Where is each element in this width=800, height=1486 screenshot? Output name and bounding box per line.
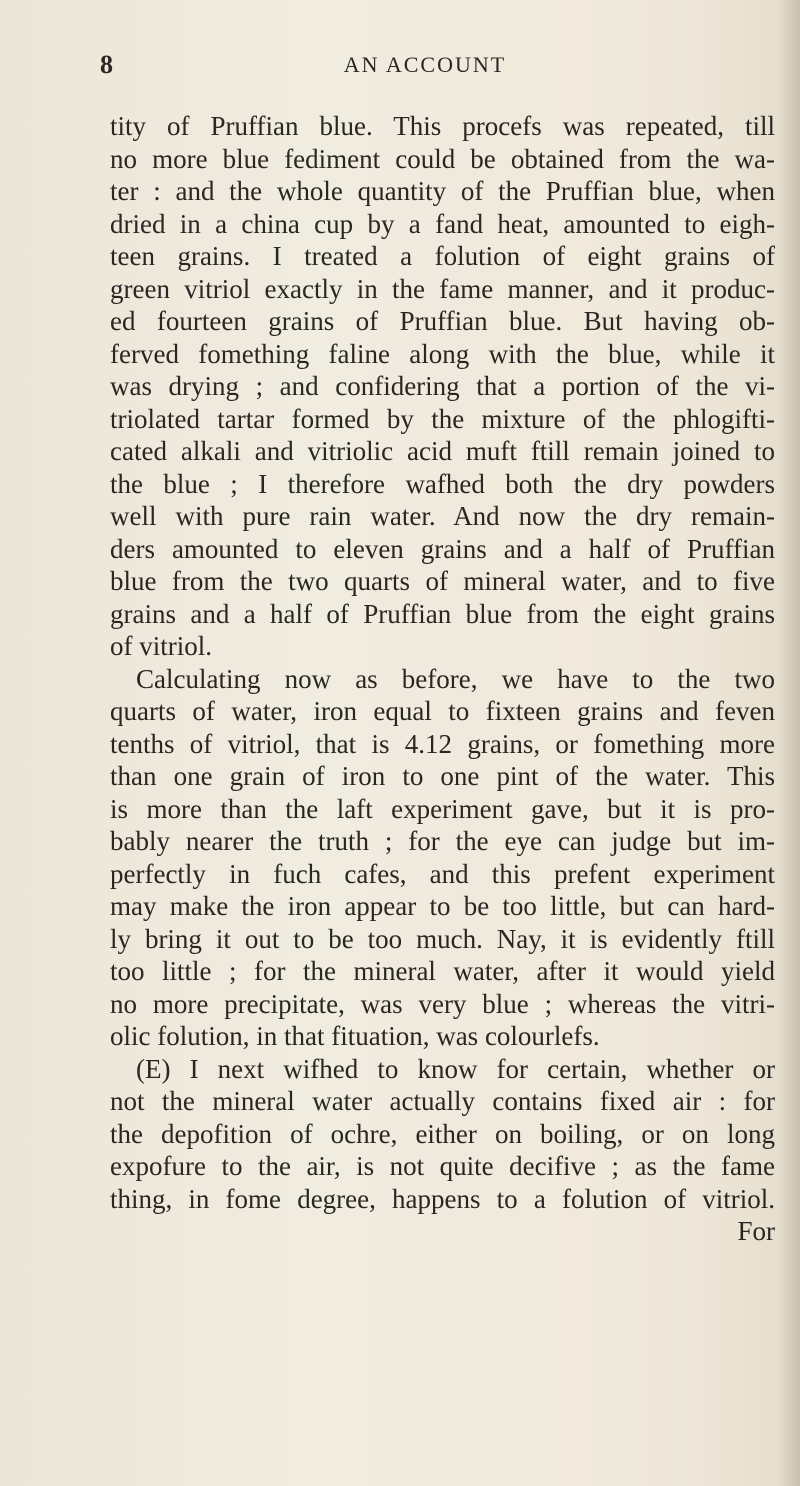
text-line: triolated tartar formed by the mixture of the phlogifti- xyxy=(110,403,775,434)
text-line: dried in a china cup by a fand heat, amounted to eigh- xyxy=(110,208,775,239)
text-line: than one grain of iron to one pint of the water. This xyxy=(110,761,775,791)
text-line: ter : and the whole quantity of the Pruffian blue, when xyxy=(110,176,775,206)
text-line: ferved fomething faline along with the blue, while it xyxy=(110,338,775,369)
text-line: ly bring it out to be too much. Nay, it is evidently ftill xyxy=(110,923,775,954)
text-line: blue from the two quarts of mineral water, and to five xyxy=(110,566,775,596)
text-line: no more precipitate, was very blue ; whereas the vitri- xyxy=(110,988,775,1019)
text-line: ed fourteen grains of Pruffian blue. But having ob- xyxy=(110,306,775,336)
page-edge-shadow xyxy=(778,0,800,1486)
paragraph-start-line: (E) I next wifhed to know for certain, whether or xyxy=(136,1053,775,1084)
text-line: was drying ; and confidering that a portion of the vi- xyxy=(110,371,775,401)
paragraph-start-line: Calculating now as before, we have to the two xyxy=(136,663,775,694)
text-line: of vitriol. xyxy=(110,631,212,661)
text-line: olic folution, in that fituation, was colourlefs. xyxy=(110,1021,600,1051)
text-line: bably nearer the truth ; for the eye can judge but im- xyxy=(110,826,775,856)
catchword: For xyxy=(737,1216,775,1246)
text-line: the blue ; I therefore wafhed both the dry powders xyxy=(110,468,775,499)
text-line: green vitriol exactly in the fame manner, and it produc- xyxy=(110,273,775,304)
body-text xyxy=(110,110,775,1248)
text-line: the depofition of ochre, either on boiling, or on long xyxy=(110,1118,775,1149)
text-line: thing, in fome degree, happens to a folution of vitriol. xyxy=(110,1183,775,1214)
page-number: 8 xyxy=(100,50,113,79)
text-line: teen grains. I treated a folution of eight grains of xyxy=(110,241,775,271)
text-line: no more blue fediment could be obtained from the wa- xyxy=(110,143,775,174)
text-line: tity of Pruffian blue. This procefs was repeated, till xyxy=(110,111,775,141)
text-line: ders amounted to eleven grains and a half of Pruffian xyxy=(110,533,775,564)
text-line: too little ; for the mineral water, after it would yield xyxy=(110,956,775,986)
text-line: grains and a half of Pruffian blue from the eight grains xyxy=(110,598,775,629)
text-line: cated alkali and vitriolic acid muft ftill remain joined to xyxy=(110,436,775,466)
text-line: perfectly in fuch cafes, and this prefent experiment xyxy=(110,858,775,889)
text-line: not the mineral water actually contains fixed air : for xyxy=(110,1086,775,1116)
text-line: quarts of water, iron equal to fixteen grains and feven xyxy=(110,696,775,726)
text-line: expofure to the air, is not quite decifive ; as the fame xyxy=(110,1151,775,1181)
text-line: well with pure rain water. And now the dry remain- xyxy=(110,501,775,531)
running-title: AN ACCOUNT xyxy=(343,52,507,77)
running-head xyxy=(100,50,750,90)
text-line: is more than the laft experiment gave, but it is pro- xyxy=(110,793,775,824)
text-line: may make the iron appear to be too little, but can hard- xyxy=(110,891,775,921)
text-line: tenths of vitriol, that is 4.12 grains, or fomething more xyxy=(110,728,775,759)
